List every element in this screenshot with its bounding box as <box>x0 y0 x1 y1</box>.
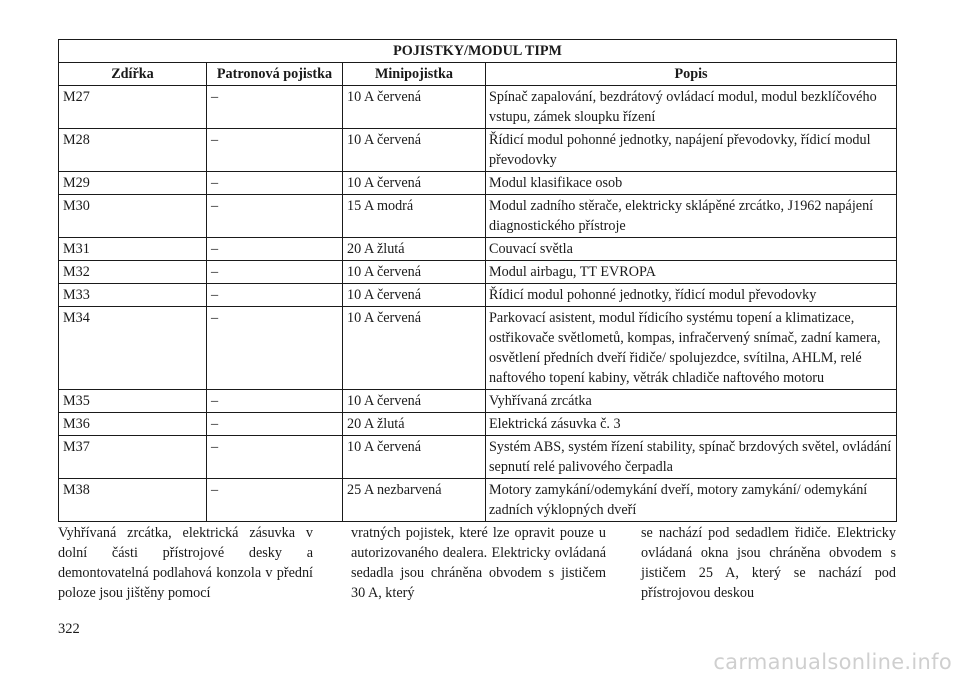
mini-fuse-cell: 10 A červená <box>343 390 486 413</box>
page-number: 322 <box>58 621 80 637</box>
table-title: POJISTKY/MODUL TIPM <box>59 40 897 63</box>
description-cell: Řídicí modul pohonné jednotky, řídicí modul převodovky <box>486 284 897 307</box>
watermark: carmanualsonline.info <box>713 650 952 674</box>
table-row <box>59 307 897 390</box>
cartridge-cell: – <box>207 172 343 195</box>
mini-fuse-cell: 10 A červená <box>343 129 486 172</box>
description-cell: Vyhřívaná zrcátka <box>486 390 897 413</box>
table-header-row <box>59 63 897 86</box>
text-column-1: Vyhřívaná zrcátka, elektrická zásuvka v dolní části přístrojové desky a demontovatelná podlahová konzola v přední poloze jsou jištěny pomocí <box>58 525 313 601</box>
cartridge-cell: – <box>207 195 343 238</box>
column-header-description: Popis <box>486 63 897 86</box>
mini-fuse-cell: 10 A červená <box>343 86 486 129</box>
mini-fuse-cell: 10 A červená <box>343 261 486 284</box>
table-body <box>59 86 897 522</box>
cartridge-cell: – <box>207 413 343 436</box>
mini-fuse-cell: 10 A červená <box>343 172 486 195</box>
table-row <box>59 413 897 436</box>
text-column-2: vratných pojistek, které lze opravit pouze u autorizovaného dealera. Elektricky ovládaná sedadla jsou chráněna obvodem s jističem 30 A, který <box>351 525 606 601</box>
description-cell: Spínač zapalování, bezdrátový ovládací modul, modul bezklíčového vstupu, zámek sloupku řízení <box>486 86 897 129</box>
description-cell: Motory zamykání/odemykání dveří, motory zamykání/ odemykání zadních výklopných dveří <box>486 479 897 522</box>
slot-cell: M31 <box>59 238 207 261</box>
mini-fuse-cell: 10 A červená <box>343 284 486 307</box>
table-row <box>59 129 897 172</box>
mini-fuse-cell: 15 A modrá <box>343 195 486 238</box>
mini-fuse-cell: 10 A červená <box>343 436 486 479</box>
slot-cell: M36 <box>59 413 207 436</box>
mini-fuse-cell: 20 A žlutá <box>343 238 486 261</box>
cartridge-cell: – <box>207 238 343 261</box>
table-row <box>59 172 897 195</box>
description-cell: Řídicí modul pohonné jednotky, napájení převodovky, řídicí modul převodovky <box>486 129 897 172</box>
table-row <box>59 261 897 284</box>
cartridge-cell: – <box>207 261 343 284</box>
description-cell: Modul klasifikace osob <box>486 172 897 195</box>
description-cell: Elektrická zásuvka č. 3 <box>486 413 897 436</box>
description-cell: Modul zadního stěrače, elektricky sklápěné zrcátko, J1962 napájení diagnostického přístroje <box>486 195 897 238</box>
slot-cell: M30 <box>59 195 207 238</box>
cartridge-cell: – <box>207 129 343 172</box>
cartridge-cell: – <box>207 436 343 479</box>
cartridge-cell: – <box>207 284 343 307</box>
slot-cell: M32 <box>59 261 207 284</box>
table-row <box>59 479 897 522</box>
slot-cell: M28 <box>59 129 207 172</box>
slot-cell: M27 <box>59 86 207 129</box>
cartridge-cell: – <box>207 479 343 522</box>
table-row <box>59 195 897 238</box>
fuse-table <box>58 39 897 522</box>
description-cell: Parkovací asistent, modul řídicího systému topení a klimatizace, ostřikovače světlometů, kompas, infračervený snímač, zadní kamera, osvětlení předních dveří řidiče/ spolujezdce, svítilna, AHLM, relé naftového topení kabiny, větrák chladiče naftového motoru <box>486 307 897 390</box>
description-cell: Systém ABS, systém řízení stability, spínač brzdových světel, ovládání sepnutí relé palivového čerpadla <box>486 436 897 479</box>
table-row <box>59 238 897 261</box>
column-header-cartridge: Patronová pojistka <box>207 63 343 86</box>
slot-cell: M35 <box>59 390 207 413</box>
table-row <box>59 284 897 307</box>
slot-cell: M38 <box>59 479 207 522</box>
table-title-row <box>59 40 897 63</box>
table-row <box>59 390 897 413</box>
mini-fuse-cell: 25 A nezbarvená <box>343 479 486 522</box>
slot-cell: M33 <box>59 284 207 307</box>
column-header-mini: Minipojistka <box>343 63 486 86</box>
cartridge-cell: – <box>207 390 343 413</box>
description-cell: Modul airbagu, TT EVROPA <box>486 261 897 284</box>
description-cell: Couvací světla <box>486 238 897 261</box>
cartridge-cell: – <box>207 86 343 129</box>
slot-cell: M34 <box>59 307 207 390</box>
slot-cell: M29 <box>59 172 207 195</box>
mini-fuse-cell: 10 A červená <box>343 307 486 390</box>
table-row <box>59 436 897 479</box>
text-column-3: se nachází pod sedadlem řidiče. Elektricky ovládaná okna jsou chráněna obvodem s jističem 25 A, který se nachází pod přístrojovou deskou <box>641 525 896 601</box>
table-row <box>59 86 897 129</box>
column-header-slot: Zdířka <box>59 63 207 86</box>
mini-fuse-cell: 20 A žlutá <box>343 413 486 436</box>
slot-cell: M37 <box>59 436 207 479</box>
cartridge-cell: – <box>207 307 343 390</box>
